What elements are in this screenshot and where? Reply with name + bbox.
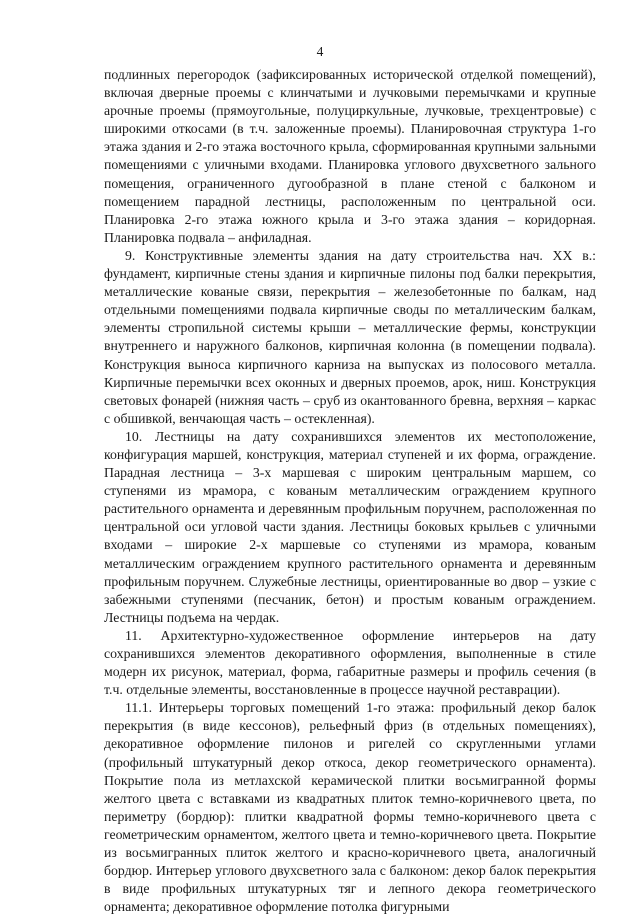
page-number: 4: [316, 44, 324, 59]
paragraph-item-9-structural-elements: 9. Конструктивные элементы здания на дату строительства нач. XX в.: фундамент, кирпичные стены здания и кирпичные пилоны под балки перекрытия, металлические кованые связи, перекрытия – железобетонные по балкам, над отдельными помещениями подвала кирпичные своды по металлическим балкам, элементы стропильной системы крыши – металлические фермы, конструкции внутреннего и наружного балконов, кирпичная колонна (в помещении подвала). Конструкция выноса кирпичного карниза на выпусках из полосового металла. Кирпичные перемычки всех оконных и дверных проемов, арок, ниш. Конструкция световых фонарей (нижняя часть – сруб из окантованного бревна, верхняя – каркас с обшивкой, венчающая часть – остекленная).: [104, 247, 596, 426]
paragraph-partitions: подлинных перегородок (зафиксированных исторической отделкой помещений), включая дверные проемы с клинчатыми и лучковыми перемычками и крупные арочные проемы (прямоугольные, полуциркульные, лучковые, трехцентровые) с широкими откосами (в т.ч. заложенные проемы). Планировочная структура 1-го этажа здания и 2-го этажа восточного крыла, сформированная крупными зальными помещениями с уличными входами. Планировка углового двухсветного зального помещения, ограниченного дугообразной в плане стеной с балконом и помещением парадной лестницы, расположенным по центральной оси. Планировка 2-го этажа южного крыла и 3-го этажа здания – коридорная. Планировка подвала – анфиладная.: [104, 67, 596, 245]
paragraph-item-10-staircases: 10. Лестницы на дату сохранившихся элементов их местоположение, конфигурация маршей, конструкция, материал ступеней и их форма, ограждение. Парадная лестница – 3-х маршевая с широким центральным маршем, со ступенями из мрамора, с кованым металлическим ограждением крупного растительного орнамента и деревянным профильным поручнем, расположенная по центральной оси угловой части здания. Лестницы боковых крыльев с уличными входами – широкие 2-х маршевые со ступенями из мрамора, кованым металлическим ограждением крупного растительного орнамента и деревянным профильным поручнем. Служебные лестницы, ориентированные во двор – узкие с забежными ступенями (песчаник, бетон) и простым кованым ограждением. Лестницы подъема на чердак.: [104, 428, 596, 625]
body-text: [104, 66, 596, 916]
paragraph-item-11-interior-decoration: 11. Архитектурно-художественное оформление интерьеров на дату сохранившихся элементов декоративного оформления, выполненные в стиле модерн их рисунок, материал, форма, габаритные размеры и профиль сечения (в т.ч. отдельные элементы, восстановленные в процессе научной реставрации).: [104, 627, 596, 698]
paragraph-item-11-1-retail-interiors: 11.1. Интерьеры торговых помещений 1-го этажа: профильный декор балок перекрытия (в виде кессонов), рельефный фриз (в отдельных помещениях), декоративное оформление пилонов и ригелей со скругленными углами (профильный штукатурный декор откоса, декор геометрического орнамента). Покрытие пола из метлахской керамической плитки восьмигранной формы желтого цвета с вставками из квадратных плиток темно-коричневого цвета, по периметру (бордюр): плитки квадратной формы темно-коричневого цвета с геометрическим орнаментом, желтого цвета и темно-коричневого цвета. Покрытие из восьмигранных плиток желтого и красно-коричневого цвета, аналогичный бордюр. Интерьер углового двухсветного зала с балконом: декор балок перекрытия в виде профильных штукатурных тяг и лепного декора геометрического орнамента; декоративное оформление потолка фигурными: [104, 700, 596, 915]
